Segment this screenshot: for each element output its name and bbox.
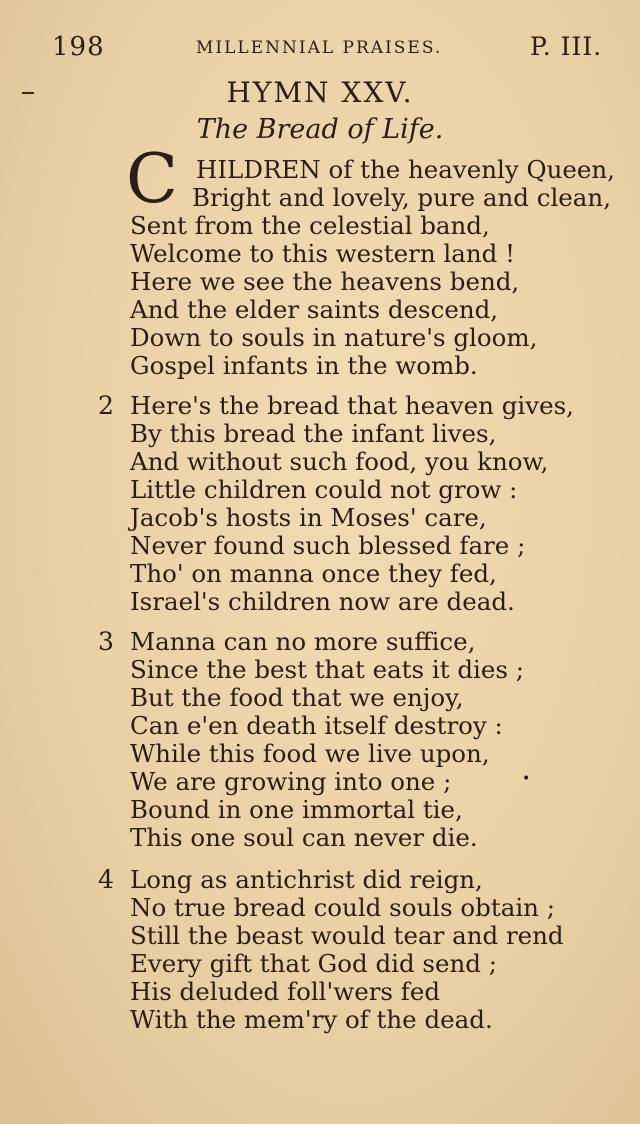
verse-line: Never found such blessed fare ; bbox=[130, 531, 526, 560]
verse-line: But the food that we enjoy, bbox=[130, 683, 464, 712]
verse-line: By this bread the infant lives, bbox=[130, 419, 497, 448]
verse-line: Sent from the celestial band, bbox=[130, 211, 490, 240]
verse-line: HILDREN of the heavenly Queen, bbox=[196, 155, 615, 184]
part-label: P. III. bbox=[530, 32, 603, 61]
verse-line: While this food we live upon, bbox=[130, 739, 490, 768]
verse-line: We are growing into one ; bbox=[130, 767, 452, 796]
page-header bbox=[0, 32, 640, 62]
verse-line: Bright and lovely, pure and clean, bbox=[192, 183, 611, 212]
verse-line: Since the best that eats it dies ; bbox=[130, 655, 524, 684]
verse-line: Can e'en death itself destroy : bbox=[130, 711, 503, 740]
verse-line: And without such food, you know, bbox=[130, 447, 549, 476]
verse-line: And the elder saints descend, bbox=[130, 295, 499, 324]
verse-line: Jacob's hosts in Moses' care, bbox=[130, 503, 487, 532]
hymn-subtitle: The Bread of Life. bbox=[196, 114, 444, 145]
verse-line: This one soul can never die. bbox=[130, 823, 478, 852]
verse-line: Bound in one immortal tie, bbox=[130, 795, 463, 824]
verse-line: Every gift that God did send ; bbox=[130, 949, 498, 978]
verse-line: Tho' on manna once they fed, bbox=[130, 559, 497, 588]
verse-line: Still the beast would tear and rend bbox=[130, 921, 564, 950]
stanza-number: 3 bbox=[98, 627, 114, 656]
verse-line: With the mem'ry of the dead. bbox=[130, 1005, 493, 1034]
verse-line: Long as antichrist did reign, bbox=[130, 865, 483, 894]
hymn-title: HYMN XXV. bbox=[226, 76, 414, 109]
stanza-number: 2 bbox=[98, 391, 114, 420]
verse-line: Israel's children now are dead. bbox=[130, 587, 515, 616]
verse-line: Down to souls in nature's gloom, bbox=[130, 323, 538, 352]
verse-line: Gospel infants in the womb. bbox=[130, 351, 478, 380]
verse-line: Here we see the heavens bend, bbox=[130, 267, 520, 296]
verse-line: Welcome to this western land ! bbox=[130, 239, 515, 268]
running-title: MILLENNIAL PRAISES. bbox=[196, 38, 443, 58]
verse-line: Here's the bread that heaven gives, bbox=[130, 391, 574, 420]
ink-speck: • bbox=[522, 771, 531, 787]
page-number: 198 bbox=[52, 32, 105, 62]
verse-line: His deluded foll'wers fed bbox=[130, 977, 441, 1006]
verse-line: Little children could not grow : bbox=[130, 475, 518, 504]
drop-cap: C bbox=[126, 140, 179, 219]
stanza-number: 4 bbox=[98, 865, 114, 894]
verse-line: No true bread could souls obtain ; bbox=[130, 893, 555, 922]
verse-line: Manna can no more suffice, bbox=[130, 627, 476, 656]
